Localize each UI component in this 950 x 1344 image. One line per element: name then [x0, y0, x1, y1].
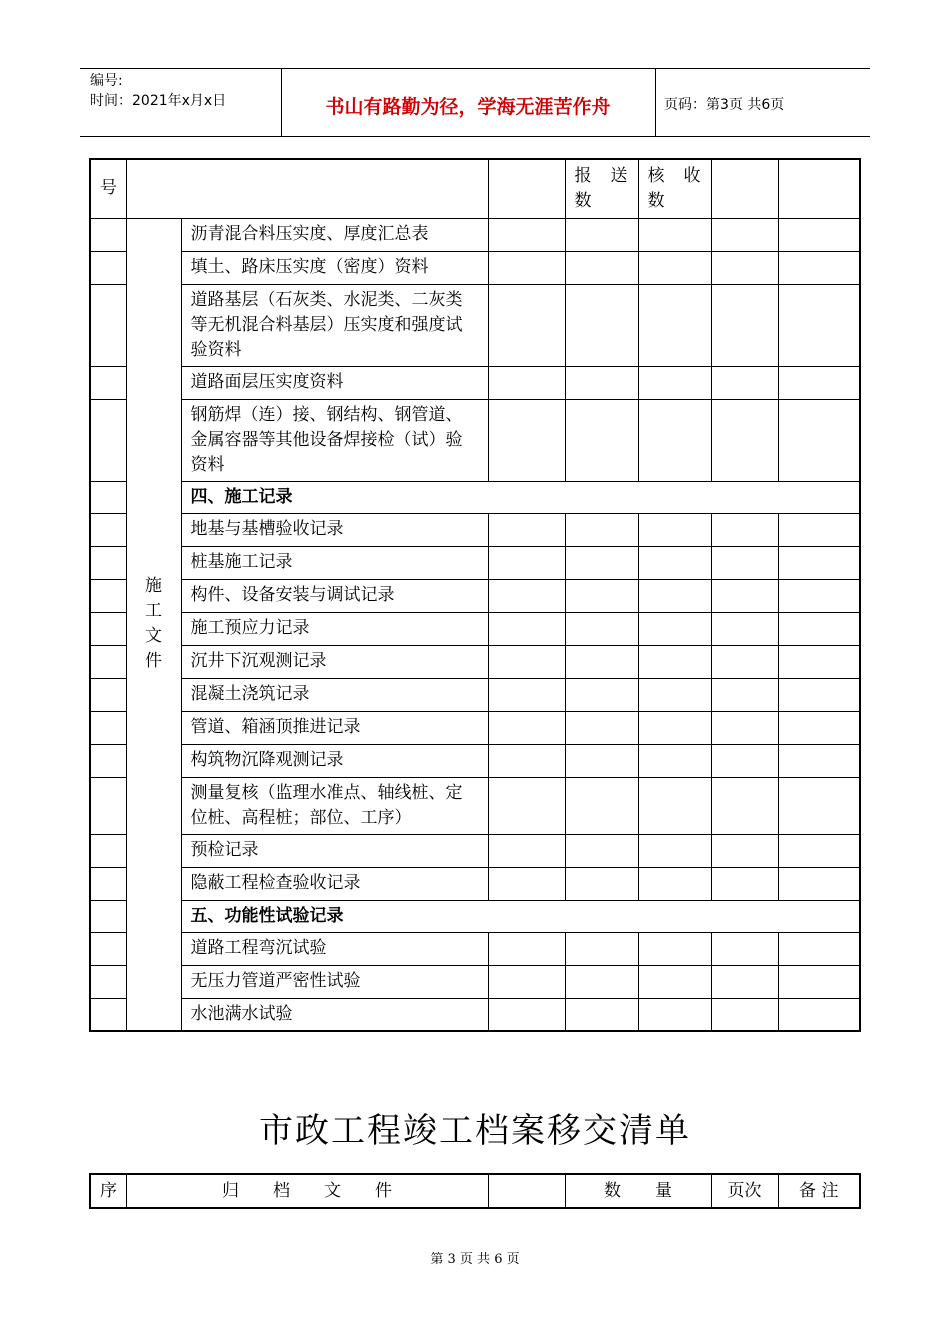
page-cell: [711, 612, 778, 645]
note-cell: [778, 744, 860, 777]
row-no-cell: [90, 513, 126, 546]
note-cell: [778, 251, 860, 284]
blank-cell: [488, 366, 565, 399]
table-row: [90, 711, 860, 744]
archive-list-table: [89, 158, 861, 1032]
page-code: 页码：第3页 共6页: [664, 97, 785, 113]
note-cell: [778, 513, 860, 546]
table-row: [90, 867, 860, 900]
blank-header: [488, 1174, 565, 1208]
table-row: [90, 399, 860, 481]
row-no-cell: [90, 645, 126, 678]
check-count-cell: [638, 546, 711, 579]
note-cell: [778, 218, 860, 251]
category-char: 件: [145, 651, 162, 672]
check-count-cell: [638, 612, 711, 645]
col-blank-header: [488, 159, 565, 218]
page-cell: [711, 645, 778, 678]
col-check-header-line2: 数: [647, 190, 666, 211]
check-count-cell: [638, 645, 711, 678]
col-no-header: 号: [90, 159, 126, 218]
send-count-cell: [565, 251, 638, 284]
row-name-cell: 填土、路床压实度（密度）资料: [181, 251, 488, 284]
note-cell: [778, 546, 860, 579]
blank-cell: [488, 932, 565, 965]
row-name-cell: 五、功能性试验记录: [181, 900, 860, 932]
note-cell: [778, 366, 860, 399]
page-cell: [711, 579, 778, 612]
row-no-cell: [90, 711, 126, 744]
col-send-header: [565, 159, 638, 218]
send-count-cell: [565, 218, 638, 251]
check-count-cell: [638, 218, 711, 251]
blank-cell: [488, 251, 565, 284]
note-cell: [778, 645, 860, 678]
row-no-cell: [90, 900, 126, 932]
page-cell: [711, 218, 778, 251]
row-no-cell: [90, 579, 126, 612]
row-no-cell: [90, 998, 126, 1031]
page-header: 页次: [711, 1174, 778, 1208]
row-no-cell: [90, 965, 126, 998]
seq-header: 序: [90, 1174, 126, 1208]
check-count-cell: [638, 711, 711, 744]
check-count-cell: [638, 777, 711, 834]
check-count-cell: [638, 932, 711, 965]
section-row: [90, 900, 860, 932]
send-count-cell: [565, 612, 638, 645]
page-cell: [711, 513, 778, 546]
note-cell: [778, 867, 860, 900]
check-count-cell: [638, 867, 711, 900]
row-no-cell: [90, 932, 126, 965]
table-row: [90, 546, 860, 579]
send-count-cell: [565, 867, 638, 900]
blank-cell: [488, 867, 565, 900]
row-name-cell: 四、施工记录: [181, 481, 860, 513]
row-name-cell: 构筑物沉降观测记录: [181, 744, 488, 777]
note-cell: [778, 678, 860, 711]
page-cell: [711, 678, 778, 711]
header-bottom-rule: [80, 136, 870, 137]
note-cell: [778, 834, 860, 867]
send-count-cell: [565, 965, 638, 998]
note-cell: [778, 965, 860, 998]
blank-cell: [488, 612, 565, 645]
row-name-cell: 构件、设备安装与调试记录: [181, 579, 488, 612]
table-row: [90, 513, 860, 546]
transfer-header-row: [90, 1174, 860, 1208]
table-header-row: [90, 159, 860, 218]
blank-cell: [488, 513, 565, 546]
category-cell: [126, 218, 181, 1031]
col-check-header: [638, 159, 711, 218]
note-cell: [778, 777, 860, 834]
page-cell: [711, 867, 778, 900]
row-no-cell: [90, 366, 126, 399]
row-no-cell: [90, 218, 126, 251]
page-cell: [711, 399, 778, 481]
row-name-cell: 沥青混合料压实度、厚度汇总表: [181, 218, 488, 251]
row-no-cell: [90, 399, 126, 481]
row-name-cell: 地基与基槽验收记录: [181, 513, 488, 546]
row-name-cell: 沉井下沉观测记录: [181, 645, 488, 678]
send-count-cell: [565, 546, 638, 579]
category-char: 文: [145, 626, 162, 647]
col-send-header-line1: 报 送: [574, 165, 629, 186]
header-divider-right: [655, 68, 656, 136]
check-count-cell: [638, 399, 711, 481]
blank-cell: [488, 744, 565, 777]
row-name-cell: 水池满水试验: [181, 998, 488, 1031]
table-row: [90, 834, 860, 867]
page-cell: [711, 744, 778, 777]
page-cell: [711, 777, 778, 834]
check-count-cell: [638, 998, 711, 1031]
row-name-cell: 测量复核（监理水准点、轴线桩、定位桩、高程桩；部位、工序）: [181, 777, 488, 834]
row-name-cell: 道路工程弯沉试验: [181, 932, 488, 965]
note-cell: [778, 932, 860, 965]
check-count-cell: [638, 834, 711, 867]
transfer-list-table: [89, 1173, 861, 1209]
document-title: 市政工程竣工档案移交清单: [259, 1111, 691, 1151]
note-cell: [778, 612, 860, 645]
row-name-cell: 隐蔽工程检查验收记录: [181, 867, 488, 900]
row-name-cell: 施工预应力记录: [181, 612, 488, 645]
row-no-cell: [90, 546, 126, 579]
page-cell: [711, 251, 778, 284]
check-count-cell: [638, 366, 711, 399]
blank-cell: [488, 678, 565, 711]
col-check-header-line1: 核 收: [647, 165, 702, 186]
row-no-cell: [90, 612, 126, 645]
blank-cell: [488, 965, 565, 998]
table-row: [90, 218, 860, 251]
send-count-cell: [565, 744, 638, 777]
blank-cell: [488, 834, 565, 867]
note-cell: [778, 579, 860, 612]
doc-time-label: 时间：2021年x月x日: [90, 93, 227, 109]
row-name-cell: 道路面层压实度资料: [181, 366, 488, 399]
row-no-cell: [90, 834, 126, 867]
send-count-cell: [565, 366, 638, 399]
table-row: [90, 998, 860, 1031]
note-header: 备 注: [778, 1174, 860, 1208]
page-cell: [711, 366, 778, 399]
row-no-cell: [90, 777, 126, 834]
blank-cell: [488, 777, 565, 834]
row-no-cell: [90, 481, 126, 513]
blank-cell: [488, 284, 565, 366]
file-header: 归 档 文 件: [126, 1174, 488, 1208]
check-count-cell: [638, 579, 711, 612]
col-file-header: [126, 159, 488, 218]
doc-number-label: 编号:: [90, 73, 123, 89]
table-row: [90, 366, 860, 399]
check-count-cell: [638, 678, 711, 711]
check-count-cell: [638, 744, 711, 777]
send-count-cell: [565, 932, 638, 965]
row-no-cell: [90, 867, 126, 900]
table-row: [90, 579, 860, 612]
row-no-cell: [90, 251, 126, 284]
row-name-cell: 混凝土浇筑记录: [181, 678, 488, 711]
table-row: [90, 612, 860, 645]
page-cell: [711, 998, 778, 1031]
row-name-cell: 无压力管道严密性试验: [181, 965, 488, 998]
blank-cell: [488, 399, 565, 481]
page-cell: [711, 932, 778, 965]
send-count-cell: [565, 513, 638, 546]
page-cell: [711, 711, 778, 744]
col-page-header: [711, 159, 778, 218]
table-row: [90, 777, 860, 834]
send-count-cell: [565, 834, 638, 867]
send-count-cell: [565, 777, 638, 834]
send-count-cell: [565, 678, 638, 711]
qty-header: 数 量: [565, 1174, 711, 1208]
table-row: [90, 251, 860, 284]
row-name-cell: 管道、箱涵顶推进记录: [181, 711, 488, 744]
check-count-cell: [638, 251, 711, 284]
blank-cell: [488, 711, 565, 744]
page-cell: [711, 284, 778, 366]
row-no-cell: [90, 678, 126, 711]
send-count-cell: [565, 645, 638, 678]
header-motto: 书山有路勤为径，学海无涯苦作舟: [325, 96, 611, 118]
row-name-cell: 钢筋焊（连）接、钢结构、钢管道、金属容器等其他设备焊接检（试）验资料: [181, 399, 488, 481]
check-count-cell: [638, 284, 711, 366]
table-row: [90, 678, 860, 711]
page-footer: 第 3 页 共 6 页: [430, 1252, 520, 1267]
row-name-cell: 预检记录: [181, 834, 488, 867]
send-count-cell: [565, 998, 638, 1031]
page-cell: [711, 834, 778, 867]
blank-cell: [488, 218, 565, 251]
table-row: [90, 744, 860, 777]
table-row: [90, 932, 860, 965]
send-count-cell: [565, 284, 638, 366]
page-cell: [711, 965, 778, 998]
row-name-cell: 道路基层（石灰类、水泥类、二灰类等无机混合料基层）压实度和强度试验资料: [181, 284, 488, 366]
blank-cell: [488, 998, 565, 1031]
send-count-cell: [565, 711, 638, 744]
check-count-cell: [638, 965, 711, 998]
note-cell: [778, 284, 860, 366]
send-count-cell: [565, 399, 638, 481]
col-send-header-line2: 数: [574, 190, 593, 211]
header-top-rule: [80, 68, 870, 69]
category-char: 工: [145, 601, 162, 622]
section-row: [90, 481, 860, 513]
note-cell: [778, 399, 860, 481]
note-cell: [778, 998, 860, 1031]
page-cell: [711, 546, 778, 579]
row-no-cell: [90, 744, 126, 777]
category-char: 施: [145, 576, 162, 597]
send-count-cell: [565, 579, 638, 612]
table-row: [90, 965, 860, 998]
blank-cell: [488, 579, 565, 612]
table-row: [90, 284, 860, 366]
table-row: [90, 645, 860, 678]
col-note-header: [778, 159, 860, 218]
row-no-cell: [90, 284, 126, 366]
note-cell: [778, 711, 860, 744]
row-name-cell: 桩基施工记录: [181, 546, 488, 579]
blank-cell: [488, 645, 565, 678]
blank-cell: [488, 546, 565, 579]
check-count-cell: [638, 513, 711, 546]
